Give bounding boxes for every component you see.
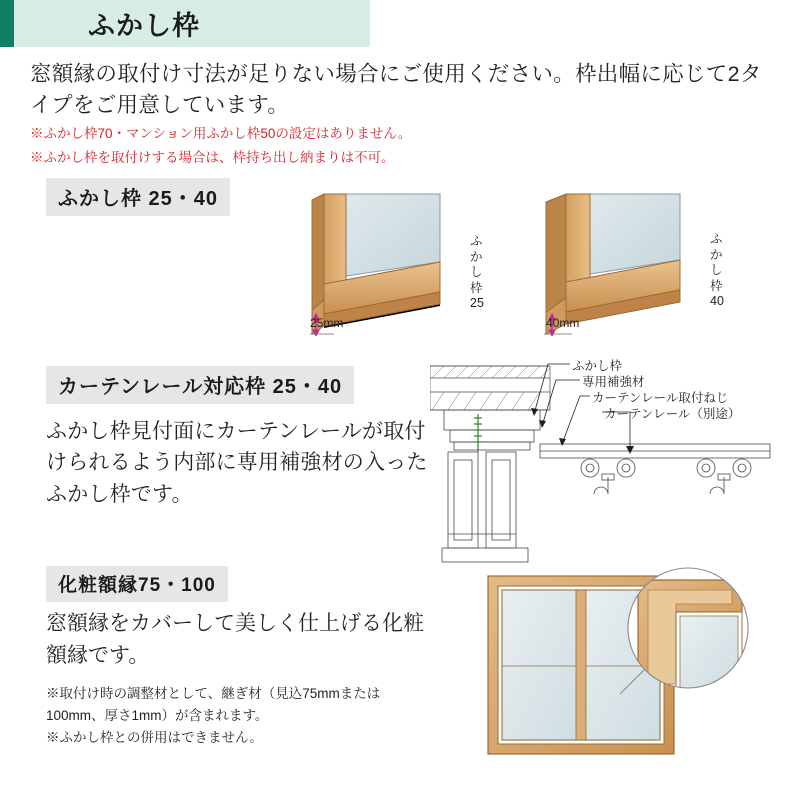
callout-reinforcement: 専用補強材 bbox=[582, 374, 645, 389]
section-3-body: 窓額縁をカバーして美しく仕上げる化粧額縁です。 bbox=[46, 612, 424, 667]
header-title-band bbox=[66, 0, 370, 47]
intro-note-1: ※ふかし枠70・マンション用ふかし枠50の設定はありません。 bbox=[30, 126, 412, 142]
figure-fukashi-40-label bbox=[710, 232, 730, 310]
intro-note-2: ※ふかし枠を取付けする場合は、枠持ち出し納まりは不可。 bbox=[30, 150, 395, 165]
header-accent-bar bbox=[0, 0, 14, 47]
section-kesho-gakubuchi-75-100 bbox=[0, 566, 800, 748]
section-2-figure bbox=[430, 348, 790, 568]
figure-fukashi-40-drawing bbox=[520, 188, 730, 336]
intro-lead-text: 窓額縁の取付け寸法が足りない場合にご使用ください。枠出幅に応じて2タイプをご用意しています。 bbox=[30, 62, 762, 117]
figure-fukashi-25 bbox=[290, 188, 490, 336]
section-1-figures bbox=[290, 144, 790, 330]
section-curtain-rail-25-40 bbox=[0, 358, 800, 511]
section-2-body: ふかし枠見付面にカーテンレールが取付けられるよう内部に専用補強材の入ったふかし枠です。 bbox=[46, 419, 428, 506]
section-3-figure bbox=[470, 566, 790, 761]
section-3-note-1: ※取付け時の調整材として、継ぎ材（見込75mmまたは100mm、厚さ1mm）が含まれます。 bbox=[46, 686, 381, 724]
figure-fukashi-25-dimension: 25mm bbox=[310, 315, 344, 330]
section-fukashi-waku-25-40 bbox=[0, 178, 800, 330]
header-accent-block bbox=[0, 0, 66, 47]
figure-fukashi-40-dimension: 40mm bbox=[546, 315, 580, 330]
figure-fukashi-40-label-line2: 40 bbox=[710, 294, 724, 309]
figure-fukashi-40 bbox=[520, 188, 730, 336]
section-2-label: カーテンレール対応枠 25・40 bbox=[46, 366, 354, 404]
header-tail bbox=[370, 0, 800, 47]
figure-fukashi-25-label-line1: ふかし枠 bbox=[470, 233, 483, 295]
figure-fukashi-25-drawing bbox=[290, 188, 490, 336]
callout-rail-screw: カーテンレール取付ねじ bbox=[592, 390, 729, 405]
kesho-gakubuchi-drawing bbox=[470, 566, 790, 761]
section-3-label: 化粧額縁75・100 bbox=[46, 566, 228, 602]
page-title: ふかし枠 bbox=[88, 11, 200, 41]
section-1-label: ふかし枠 25・40 bbox=[46, 178, 230, 216]
figure-fukashi-25-label bbox=[470, 234, 490, 312]
callout-fukashi-waku: ふかし枠 bbox=[572, 358, 623, 373]
section-3-note-2: ※ふかし枠との併用はできません。 bbox=[46, 729, 263, 745]
callout-curtain-rail: カーテンレール（別途） bbox=[604, 406, 741, 421]
figure-fukashi-25-label-line2: 25 bbox=[470, 296, 484, 311]
figure-fukashi-40-label-line1: ふかし枠 bbox=[710, 231, 723, 293]
page-header bbox=[0, 0, 800, 47]
